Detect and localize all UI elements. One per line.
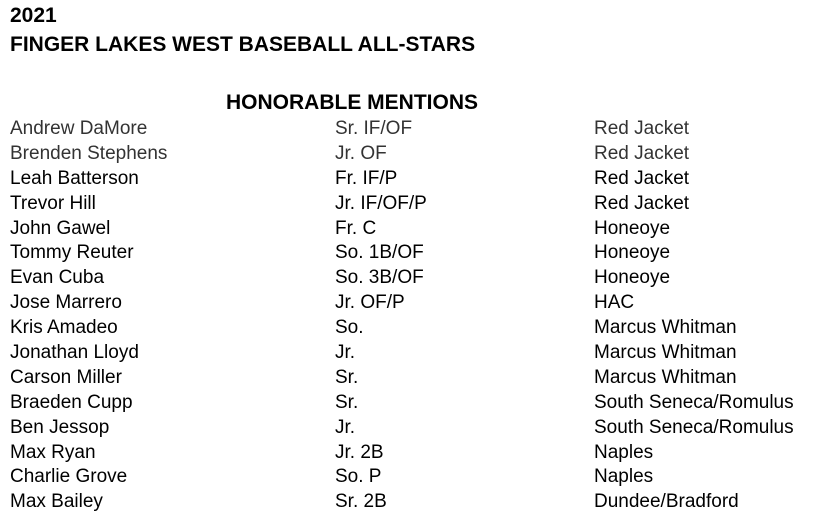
section-heading: HONORABLE MENTIONS xyxy=(226,91,478,114)
player-row xyxy=(0,241,832,266)
player-row xyxy=(0,217,832,242)
player-position: Fr. C xyxy=(335,217,377,239)
player-name: Tommy Reuter xyxy=(10,242,134,264)
document-year: 2021 xyxy=(10,4,57,27)
player-team: Marcus Whitman xyxy=(594,317,737,339)
player-name: Jonathan Lloyd xyxy=(10,342,139,364)
player-name: Kris Amadeo xyxy=(10,317,118,339)
player-team: Honeoye xyxy=(594,267,671,289)
player-name: Ben Jessop xyxy=(10,416,110,438)
player-name: Braeden Cupp xyxy=(10,391,133,413)
player-position: Jr. IF/OF/P xyxy=(335,192,427,214)
player-name: Andrew DaMore xyxy=(10,118,148,139)
player-row xyxy=(0,316,832,341)
player-position: Jr. 2B xyxy=(335,441,384,463)
player-team: Red Jacket xyxy=(594,167,690,189)
player-team: Dundee/Bradford xyxy=(594,491,739,513)
player-team: Naples xyxy=(594,441,654,463)
player-team: South Seneca/Romulus xyxy=(594,416,794,438)
player-name: Trevor Hill xyxy=(10,192,96,214)
player-row xyxy=(0,490,832,515)
player-team: Marcus Whitman xyxy=(594,342,737,364)
document-title: FINGER LAKES WEST BASEBALL ALL-STARS xyxy=(10,33,476,56)
player-team: Red Jacket xyxy=(594,118,690,139)
player-position: Sr. IF/OF xyxy=(335,118,413,139)
player-row xyxy=(0,142,832,167)
player-position: Fr. IF/P xyxy=(335,167,398,189)
player-name: Charlie Grove xyxy=(10,466,128,488)
player-row xyxy=(0,341,832,366)
player-position: Sr. xyxy=(335,391,359,413)
player-name: Brenden Stephens xyxy=(10,142,168,164)
player-row xyxy=(0,291,832,316)
player-row xyxy=(0,391,832,416)
player-name: John Gawel xyxy=(10,217,111,239)
player-name: Evan Cuba xyxy=(10,267,105,289)
player-position: Sr. 2B xyxy=(335,491,387,513)
player-position: So. xyxy=(335,317,364,339)
honorable-mentions-list xyxy=(0,117,832,515)
player-name: Carson Miller xyxy=(10,366,122,388)
player-team: Marcus Whitman xyxy=(594,366,737,388)
player-name: Max Bailey xyxy=(10,491,103,513)
player-team: Red Jacket xyxy=(594,142,690,164)
player-position: So. 3B/OF xyxy=(335,267,424,289)
player-team: Honeoye xyxy=(594,242,671,264)
player-row xyxy=(0,117,832,142)
player-position: Jr. OF xyxy=(335,142,387,164)
player-name: Leah Batterson xyxy=(10,167,139,189)
player-name: Max Ryan xyxy=(10,441,96,463)
player-team: Honeoye xyxy=(594,217,671,239)
player-position: Jr. OF/P xyxy=(335,292,405,314)
player-team: South Seneca/Romulus xyxy=(594,391,794,413)
player-position: So. 1B/OF xyxy=(335,242,424,264)
player-row xyxy=(0,167,832,192)
player-name: Jose Marrero xyxy=(10,292,122,314)
player-row xyxy=(0,266,832,291)
player-position: Sr. xyxy=(335,366,359,388)
player-position: Jr. xyxy=(335,416,356,438)
player-row xyxy=(0,416,832,441)
player-row xyxy=(0,366,832,391)
player-position: Jr. xyxy=(335,342,356,364)
player-team: HAC xyxy=(594,292,635,314)
player-position: So. P xyxy=(335,466,382,488)
player-team: Red Jacket xyxy=(594,192,690,214)
player-row xyxy=(0,441,832,466)
player-team: Naples xyxy=(594,466,654,488)
player-row xyxy=(0,192,832,217)
player-row xyxy=(0,465,832,490)
